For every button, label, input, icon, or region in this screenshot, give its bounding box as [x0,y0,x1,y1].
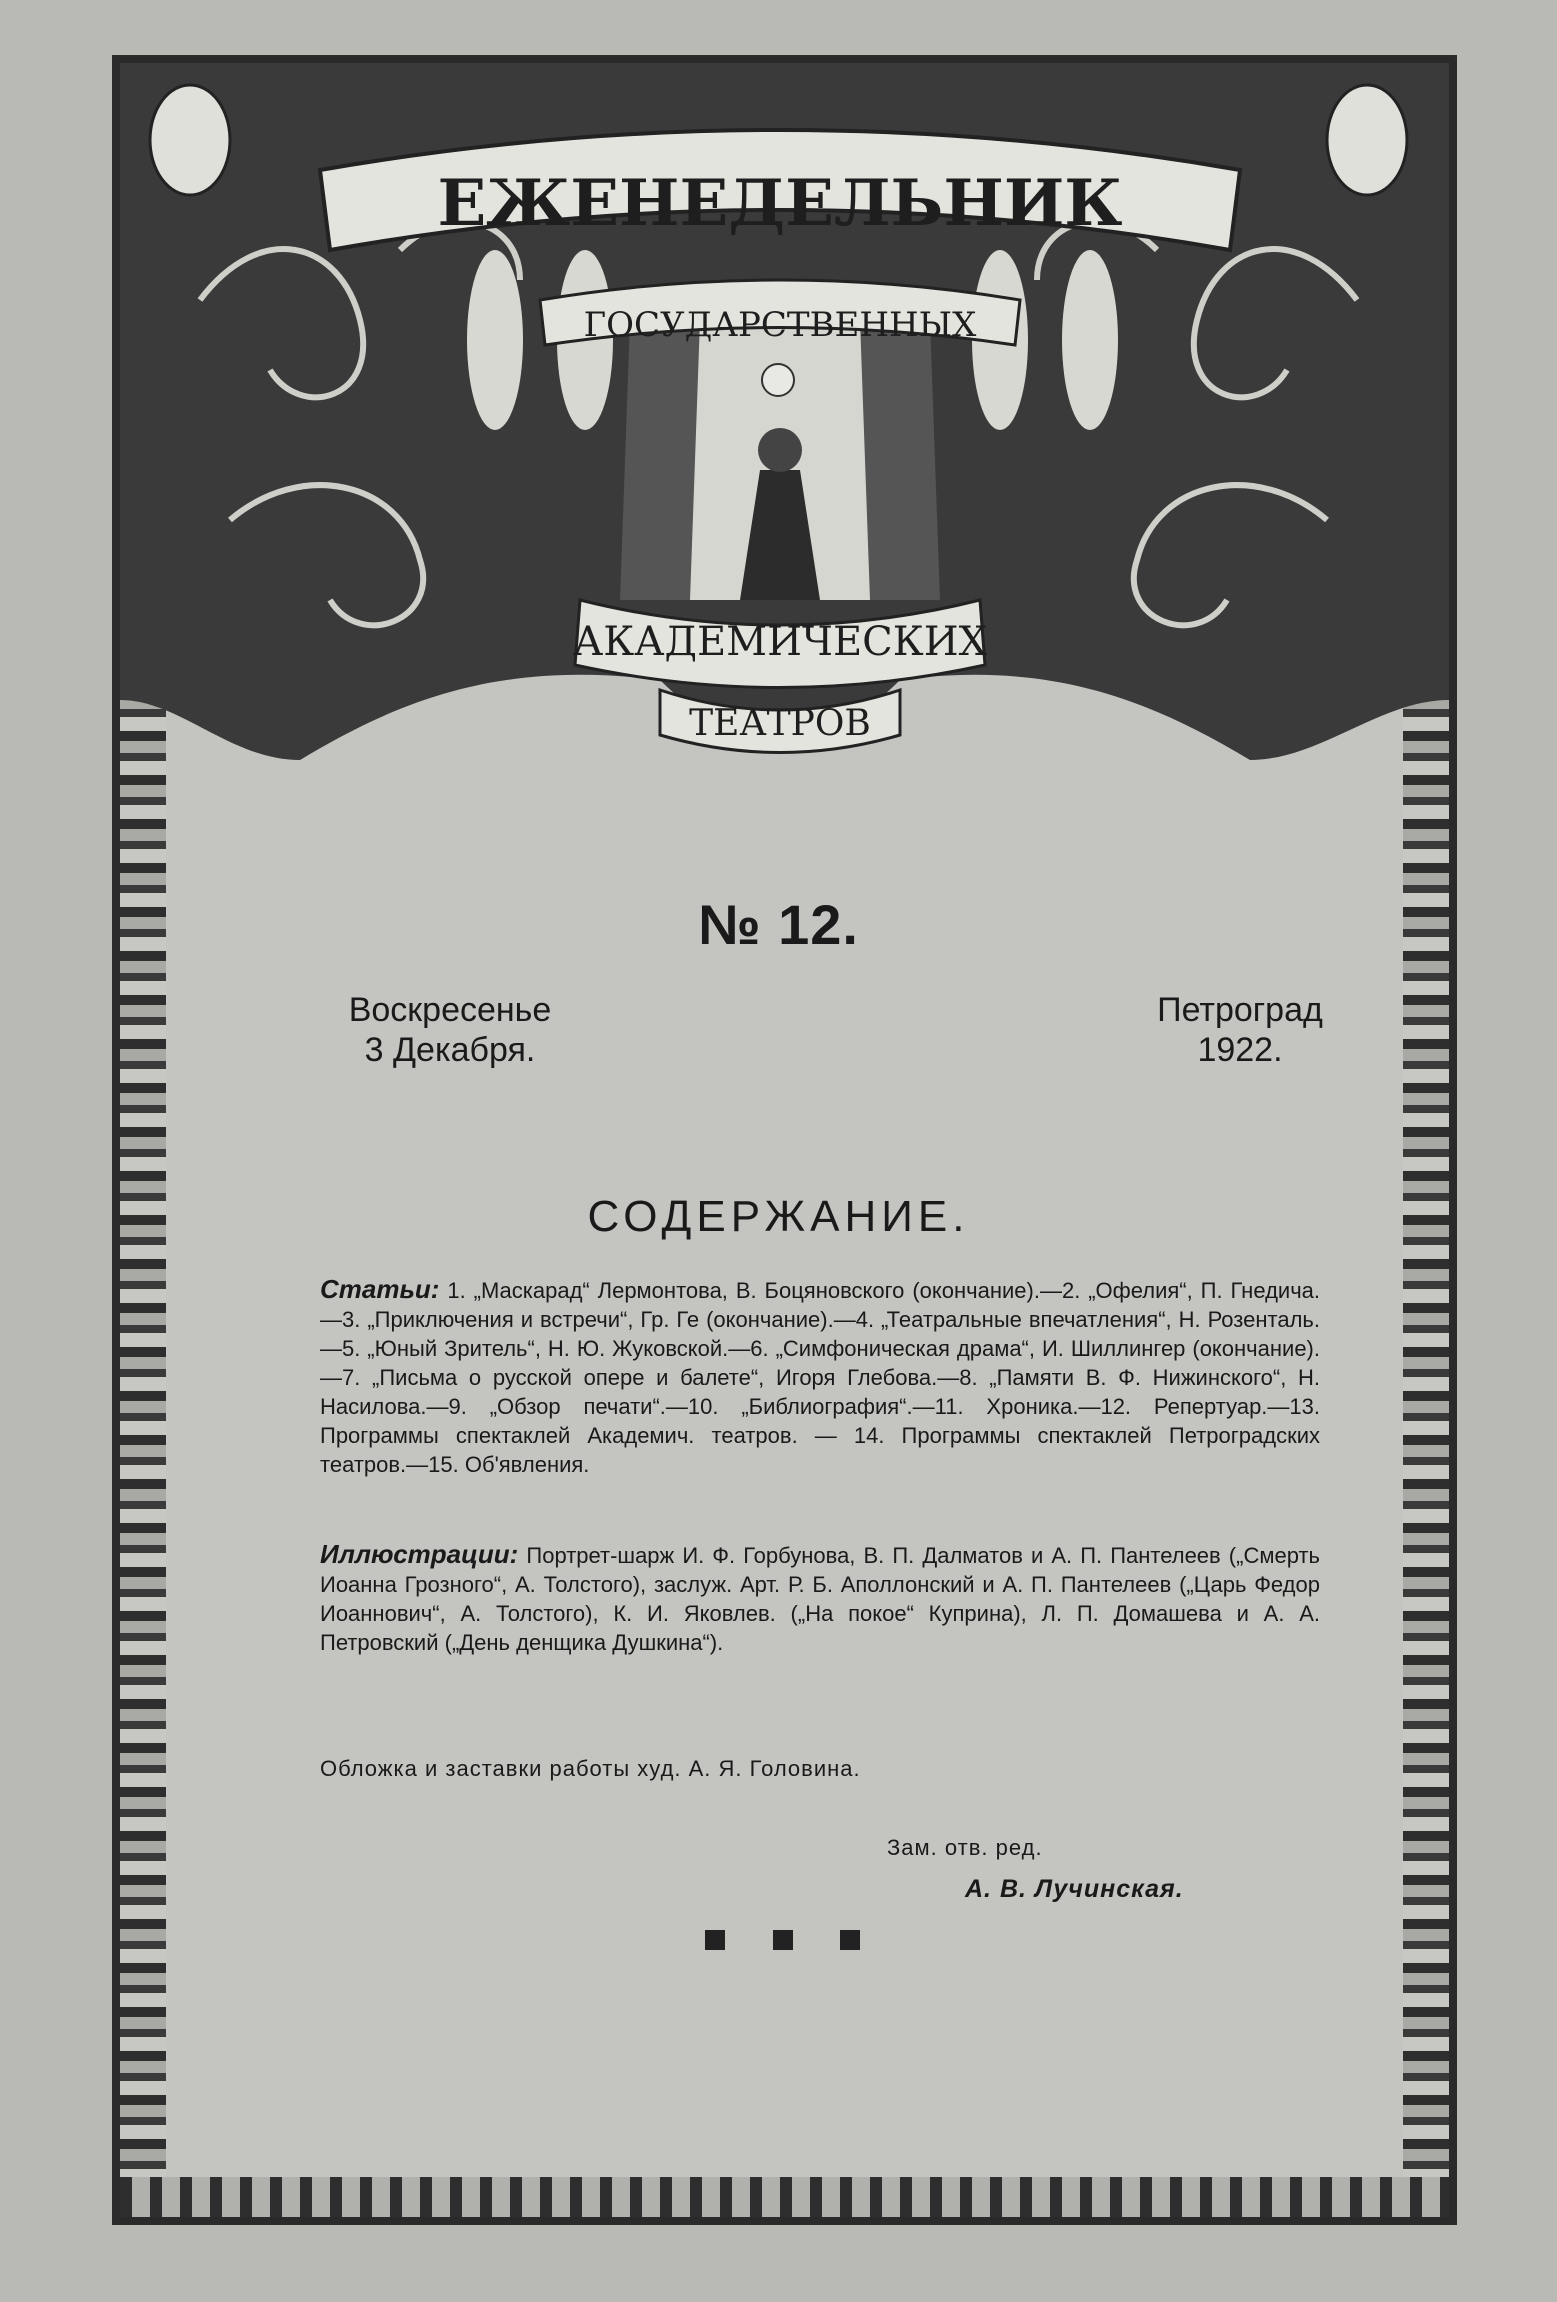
editor-label: Зам. отв. ред. [887,1835,1043,1860]
city: Петроград [1157,991,1323,1029]
illustrations-list [320,1540,1320,1657]
masthead-academic: АКАДЕМИЧЕСКИХ [572,619,988,665]
masthead-subtitle: ГОСУДАРСТВЕННЫХ [583,305,977,345]
cover-credit: Обложка и заставки работы худ. А. Я. Головина. [320,1756,861,1781]
articles-text: 1. „Маскарад“ Лермонтова, В. Боцяновского (окончание).—2. „Офелия“, П. Гнедича.—3. „Приключения и встречи“, Гр. Ге (окончание).—4. „Театральные впечатления“, Н. Розенталь.—5. „Юный Зритель“, Н. Ю. Жуковской.—6. „Симфоническая драма“, И. Шиллингер (окончание).—7. „Письма о русской опере и балете“, Игоря Глебова.—8. „Памяти В. Ф. Нижинского“, Н. Насилова.—9. „Обзор печати“.—10. „Библиография“.—11. Хроника.—12. Репертуар.—13. Программы спектаклей Академич. театров. — 14. Программы спектаклей Петроградских театров.—15. Об'явления. [320,1278,1320,1477]
contents-title: СОДЕРЖАНИЕ. [587,1192,970,1241]
ornament-square [705,1930,725,1950]
ornament-square [773,1930,793,1950]
editor-name: А. В. Лучинская. [965,1875,1184,1903]
issue-date [320,990,580,1070]
masthead-title: ЕЖЕНЕДЕЛЬНИК [437,166,1123,241]
year: 1922. [1197,1031,1283,1069]
articles-list [320,1275,1320,1479]
illustrations-lead: Иллюстрации: [320,1539,519,1569]
issue-place [1120,990,1360,1070]
weekday: Воскресенье [348,991,552,1029]
day-month: 3 Декабря. [364,1031,536,1069]
illustrations-text: Портрет-шарж И. Ф. Горбунова, В. П. Далматов и А. П. Пантелеев („Смерть Иоанна Грозного“, А. Толстого), заслуж. Арт. Р. Б. Аполлонский и А. П. Пантелеев („Царь Федор Иоаннович“, А. Толстого), К. И. Яковлев. („На покое“ Куприна), Л. П. Домашева и А. А. Петровский („День денщика Душкина“). [320,1543,1320,1655]
articles-lead: Статьи: [320,1274,440,1304]
issue-number: № 12. [698,893,859,956]
masthead-theatres: ТЕАТРОВ [689,703,871,744]
closing-ornament [705,1930,860,1950]
ornament-square [840,1930,860,1950]
